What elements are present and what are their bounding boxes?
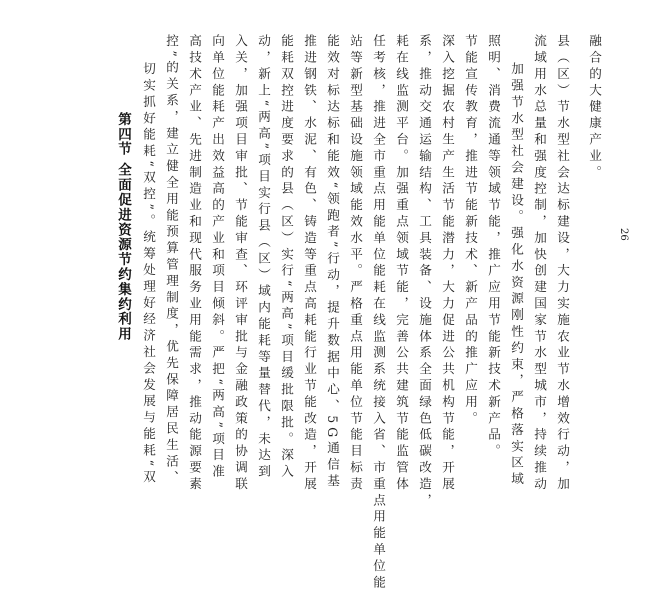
text-line-1: 融合的大健康产业。 <box>587 34 602 182</box>
text-line-3: 控”的关系，建立健全用能预算管理制度，优先保障居民生活、 <box>164 34 179 488</box>
text-line-11: 站等新型基础设施领域能效水平。严格重点用能单位节能目标责 <box>348 34 363 494</box>
text-line-10: 能效对标达标和能效“领跑者”行动，提升数据中心、5G通信基 <box>325 34 340 491</box>
section-heading: 第四节 全面促进资源节约集约利用 <box>115 112 131 342</box>
text-line-5: 向单位能耗产出效益高的产业和项目倾斜。严把“两高”项目准 <box>210 34 225 481</box>
text-line-6: 入关，加强项目审批、节能审查、环评审批与金融政策的协调联 <box>233 34 248 494</box>
text-line-17: 照明、消费流通等领域节能，推广应用节能新技术新产品。 <box>486 34 501 461</box>
text-line-2: 切实抓好能耗“双控”。统筹处理好经济社会发展与能耗“双 <box>141 62 156 487</box>
text-line-7: 动，新上“两高”项目实行县（区）域内能耗等量替代，未达到 <box>256 34 271 481</box>
text-line-8: 能耗双控进度要求的县（区）实行“两高”项目缓批限批。深入 <box>279 34 294 481</box>
text-line-15: 深入挖掘农村生产生活节能潜力，大力促进公共机构节能，开展 <box>440 34 455 494</box>
text-line-12: 任考核，推进全市重点用能单位能耗在线监测系统接入省、市重点用能单位能 <box>371 34 386 592</box>
text-line-16: 节能宣传教育，推进节能新技术、新产品的推广应用。 <box>463 34 478 428</box>
text-line-13: 耗在线监测平台。加强重点领域节能，完善公共建筑节能监管体 <box>394 34 409 494</box>
text-line-9: 推进钢铁、水泥、有色、铸造等重点高耗能行业节能改造，开展 <box>302 34 317 494</box>
text-line-19: 流域用水总量和强度控制，加快创建国家节水型城市，持续推动 <box>532 34 547 494</box>
text-line-20: 县（区）节水型社会达标建设，大力实施农业节水增效行动，加 <box>555 34 570 494</box>
text-line-4: 高技术产业、先进制造业和现代服务业用能需求，推动能源要素 <box>187 34 202 494</box>
text-line-14: 系，推动交通运输结构、工具装备、设施体系全面绿色低碳改造， <box>417 34 432 510</box>
page-number: 26 <box>618 228 629 241</box>
text-line-18: 加强节水型社会建设。强化水资源刚性约束，严格落实区域 <box>509 62 524 489</box>
